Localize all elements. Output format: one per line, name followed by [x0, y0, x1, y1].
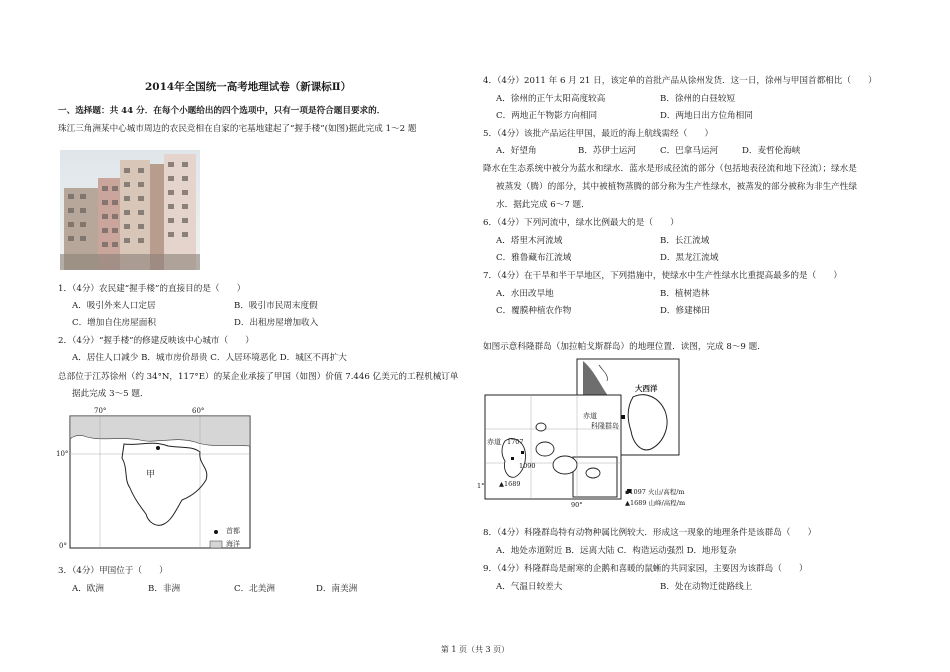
map1-lat-0: 0°	[59, 542, 67, 550]
map2-lat-1: 1°	[477, 482, 485, 490]
q7-option-a: A．水田改旱地	[496, 289, 554, 299]
q6-stem: 6．（4分）下列河流中，绿水比例最大的是（ ）	[483, 218, 679, 228]
country-jia-map	[56, 406, 255, 554]
q1-stem: 1．（4分）农民建“握手楼”的直接目的是（ ）	[58, 284, 246, 294]
paper-title: 2014年全国统一高考地理试卷（新课标Ⅱ）	[145, 81, 352, 93]
q5-stem: 5．（4分）该批产品运往甲国，最近的海上航线需经（ ）	[483, 129, 714, 139]
map2-legend-peak: ▲1689 山峰/高程/m	[625, 499, 686, 507]
handshake-buildings-photo	[60, 150, 200, 270]
map2-legend-volcano: ▪1097 火山/高程/m	[625, 488, 685, 496]
q2-options: A．居住人口减少 B．城市房价昂贵 C．人居环境恶化 D．城区不再扩大	[72, 353, 347, 363]
q4-stem: 4．（4分）2011 年 6 月 21 日，该定单的首批产品从徐州发货．这一日，徐州与甲国首都相比（ ）	[483, 76, 877, 86]
intro-3-line-3: 水．据此完成 6～7 题．	[496, 200, 590, 210]
q1-option-c: C．增加自住房屋面积	[72, 318, 156, 328]
map1-lon-70: 70°	[94, 407, 107, 415]
q3-option-c: C．北美洲	[234, 584, 275, 594]
intro-3-line-2: 被蒸发（腾）的部分，其中被植物蒸腾的部分称为生产性绿水，被蒸发的部分被称为非生产性绿	[496, 182, 857, 192]
q5-option-a: A．好望角	[496, 146, 537, 156]
q4-option-b: B．徐州的白昼较短	[660, 94, 736, 104]
map2-atlantic-label: 大西洋	[635, 384, 658, 393]
map2-islands-label: 科隆群岛	[591, 422, 619, 430]
intro-4: 如图示意科隆群岛（加拉帕戈斯群岛）的地理位置．读图，完成 8～9 题．	[483, 342, 766, 352]
map2-equator-main: 赤道	[487, 438, 501, 446]
intro-3-line-1: 降水在生态系统中被分为蓝水和绿水．蓝水是形成径流的部分（包括地表径流和地下径流）；绿水是	[483, 164, 857, 174]
q5-option-b: B．苏伊士运河	[578, 146, 636, 156]
intro-2-line-2: 据此完成 3～5 题．	[72, 389, 149, 399]
q4-option-c: C．两地正午物影方向相同	[496, 111, 598, 121]
q5-option-d: D．麦哲伦海峡	[742, 146, 801, 156]
map2-equator-inset: 赤道	[583, 412, 597, 420]
q3-option-d: D．南美洲	[316, 584, 358, 594]
map1-legend-ocean: 海洋	[226, 540, 240, 548]
q8-options: A．地处赤道附近 B．远离大陆 C．构造运动强烈 D．地形复杂	[496, 546, 737, 556]
q2-stem: 2．（4分）“握手楼”的修建反映该中心城市（ ）	[58, 336, 254, 346]
q4-option-a: A．徐州的正午太阳高度较高	[496, 94, 606, 104]
map2-peak-1689: ▲1689	[499, 480, 521, 488]
q6-option-b: B．长江流域	[660, 236, 710, 246]
q6-option-a: A．塔里木河流域	[496, 236, 563, 246]
page-footer: 第 1 页（共 3 页）	[440, 645, 510, 654]
intro-1: 珠江三角洲某中心城市周边的农民竞相在自家的宅基地建起了“握手楼”(如图)据此完成 1～2 题	[58, 124, 417, 134]
map1-legend-capital: 首都	[226, 527, 240, 535]
q3-option-a: A．欧洲	[72, 584, 104, 594]
section-heading: 一、选择题：共 44 分．在每个小题给出的四个选项中，只有一项是符合题目要求的．	[58, 106, 386, 116]
q5-option-c: C．巴拿马运河	[660, 146, 719, 156]
q9-option-a: A．气温日较差大	[496, 582, 563, 592]
q9-stem: 9．（4分）科隆群岛是耐寒的企鹅和喜暖的鼠蜥的共同家园，主要因为该群岛（ ）	[483, 564, 808, 574]
map1-country-label: 甲	[146, 470, 156, 480]
q8-stem: 8．（4分）科隆群岛特有动物种属比例较大．形成这一现象的地理条件是该群岛（ ）	[483, 528, 817, 538]
map1-lon-60: 60°	[192, 407, 205, 415]
q6-option-d: D．黑龙江流域	[660, 253, 719, 263]
map2-altitude-1707: 1707	[507, 438, 524, 446]
q3-option-b: B．非洲	[148, 584, 181, 594]
map1-lat-10: 10°	[56, 450, 69, 458]
q7-option-d: D．修建梯田	[660, 306, 710, 316]
intro-2-line-1: 总部位于江苏徐州（约 34°N，117°E）的某企业承接了甲国（如图）价值 7.446 亿美元的工程机械订单	[58, 372, 459, 382]
q3-stem: 3．（4分）甲国位于（ ）	[58, 566, 168, 576]
galapagos-map	[477, 357, 686, 513]
map2-lon-90: 90°	[571, 501, 583, 509]
q7-option-c: C．覆膜种植农作物	[496, 306, 572, 316]
map2-altitude-1090: 1090	[519, 462, 536, 470]
q6-option-c: C．雅鲁藏布江流域	[496, 253, 572, 263]
q1-option-a: A．吸引外来人口定居	[72, 301, 156, 311]
q7-stem: 7．（4分）在干旱和半干旱地区，下列措施中，使绿水中生产性绿水比重提高最多的是（ ）	[483, 271, 842, 281]
q7-option-b: B．植树造林	[660, 289, 710, 299]
q1-option-b: B．吸引市民周末度假	[234, 301, 318, 311]
q1-option-d: D．出租房屋增加收入	[234, 318, 319, 328]
q9-option-b: B．处在动物迁徙路线上	[660, 582, 753, 592]
q4-option-d: D．两地日出方位角相同	[660, 111, 753, 121]
